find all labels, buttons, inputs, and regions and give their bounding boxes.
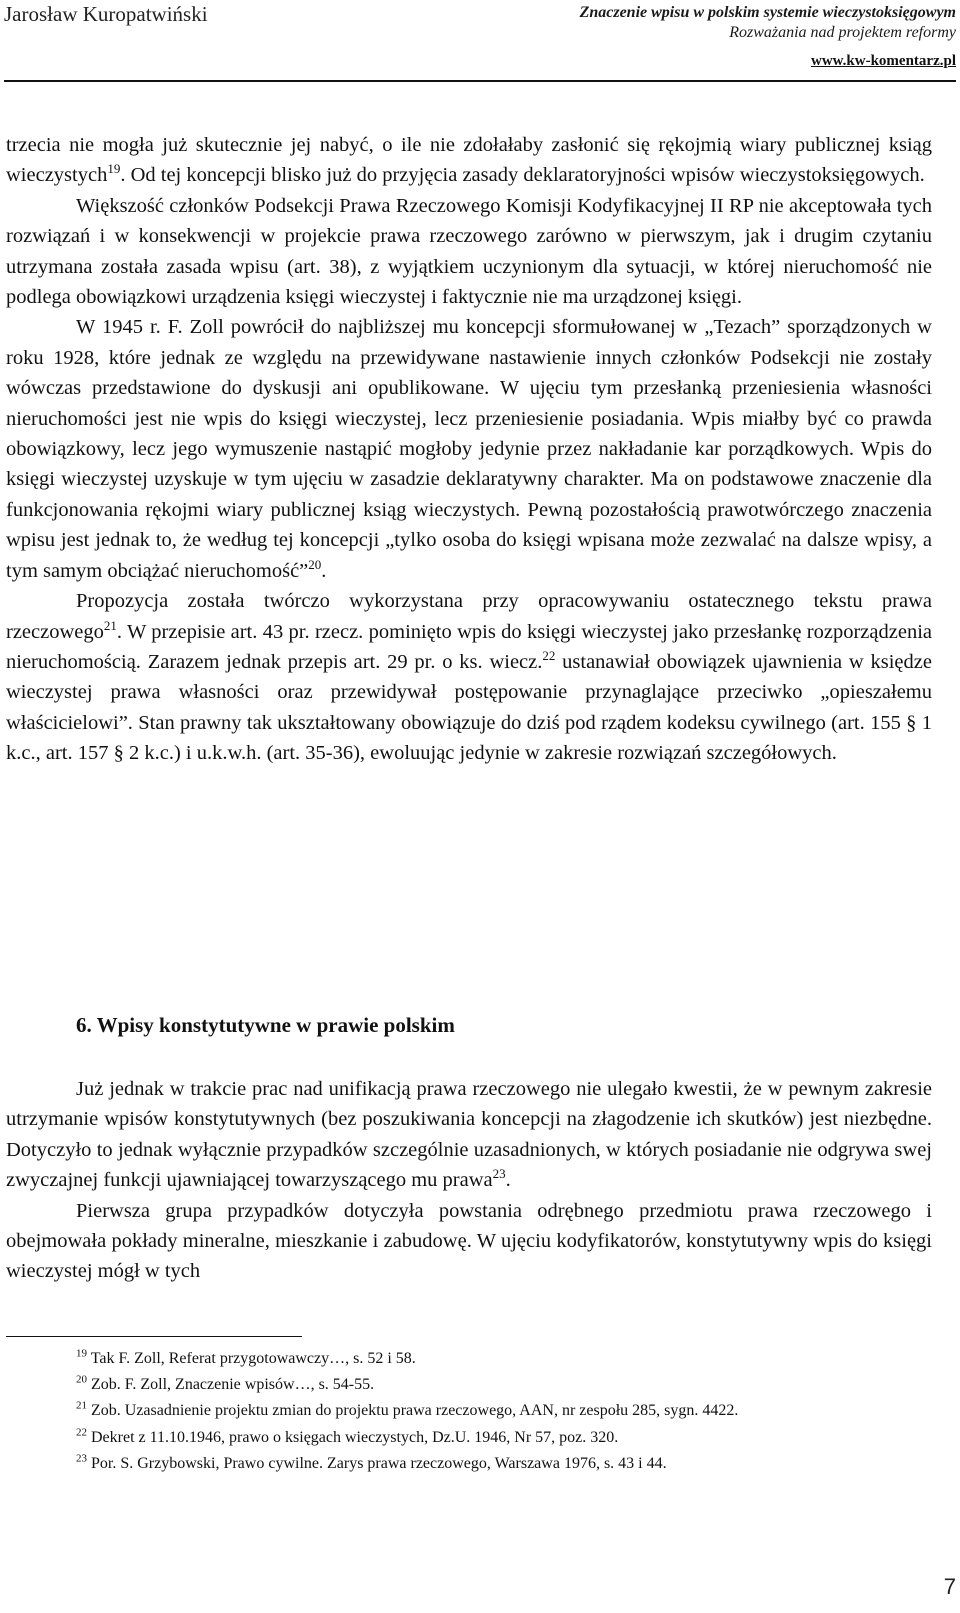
paragraph-text: . [505, 1169, 511, 1192]
paragraph-4 [6, 586, 932, 768]
page-number: 7 [943, 1574, 956, 1599]
footnote-ref-22[interactable]: 22 [542, 648, 556, 664]
footnote-number: 22 [76, 1426, 87, 1439]
paragraph-text: . Od tej koncepcji blisko już do przyjęcia zasady deklaratoryjności wpisów wieczystoksięgowych. [120, 164, 925, 187]
footnote-ref-21[interactable]: 21 [103, 617, 117, 633]
footnote-21 [6, 1398, 932, 1424]
footnotes [6, 1346, 932, 1477]
paragraph-5 [6, 1074, 932, 1196]
header-right-block [580, 3, 956, 71]
section-text [6, 1074, 932, 1287]
section-heading: 6. Wpisy konstytutywne w prawie polskim [76, 1013, 455, 1037]
header-subtitle: Rozważania nad projektem reformy [729, 24, 956, 41]
footnote-number: 21 [76, 1400, 87, 1413]
paragraph-1 [6, 130, 932, 191]
footnote-number: 23 [76, 1452, 87, 1465]
main-text [6, 130, 932, 769]
footnote-number: 19 [76, 1347, 87, 1360]
header-url-link[interactable]: www.kw-komentarz.pl [811, 53, 956, 69]
footnote-20 [6, 1372, 932, 1398]
footnote-22 [6, 1425, 932, 1451]
paragraph-text: . W przepisie art. 43 pr. rzecz. pominięto wpis do księgi wieczystej jako przesłankę rozporządzenia nieruchomością. Zarazem jednak przepis art. 29 pr. o ks. wiecz. [6, 620, 932, 673]
paragraph-text: ustanawiał obowiązek ujawnienia w księdze wieczystej prawa własności oraz przewidywał postępowanie przynaglające przeciwko „opieszałemu właścicielowi”. Stan prawny tak ukształtowany obowiązuje do dziś pod rządem kodeksu cywilnego (art. 155 § 1 k.c., art. 157 § 2 k.c.) i u.k.w.h. (art. 35-36), ewoluując jedynie w zakresie rozwiązań szczegółowych. [6, 650, 932, 765]
footnote-text: Tak F. Zoll, Referat przygotowawczy…, s. 52 i 58. [90, 1350, 416, 1367]
footnote-text: Dekret z 11.10.1946, prawo o księgach wieczystych, Dz.U. 1946, Nr 57, poz. 320. [91, 1428, 619, 1446]
paragraph-text: W 1945 r. F. Zoll powrócił do najbliższej mu koncepcji sformułowanej w „Tezach” sporządzonych w roku 1928, które jednak ze względu na przewidywane nastawienie innych członków Podsekcji nie zostały wówczas przedstawione do dyskusji ani opublikowane. W ujęciu tym przesłanką przeniesienia własności nieruchomości jest nie wpis do księgi wieczystej, lecz przeniesienie posiadania. Wpis miałby być co prawda obowiązkowy, lecz jego wymuszenie nastąpić mogłoby jedynie przez nakładanie kar porządkowych. Wpis do księgi wieczystej uzyskuje w tym ujęciu w zasadzie deklaratywny charakter. Ma on podstawowe znaczenie dla funkcjonowania rękojmi wiary publicznej ksiąg wieczystych. Pewną pozostałością prawotwórczego znaczenia wpisu jest jednak to, że według tej koncepcji „tylko osoba do księgi wpisana może zezwalać na dalsze wpisy, a tym samym obciążać nieruchomość” [6, 316, 932, 582]
paragraph-3 [6, 312, 932, 586]
paragraph-6: Pierwsza grupa przypadków dotyczyła powstania odrębnego przedmiotu prawa rzeczowego i obejmowała pokłady mineralne, mieszkanie i zabudowę. W ujęciu kodyfikatorów, konstytutywny wpis do księgi wieczystej mógł w tych [6, 1199, 932, 1283]
paragraph-text: trzecia nie mogła już skutecznie jej nabyć, o ile nie zdołałaby zasłonić się rękojmią wiary publicznej ksiąg wieczystych [6, 134, 932, 187]
footnote-ref-23[interactable]: 23 [492, 1166, 506, 1182]
footnote-divider [6, 1336, 302, 1337]
paragraph-text: Już jednak w trakcie prac nad unifikacją prawa rzeczowego nie ulegało kwestii, że w pewnym zakresie utrzymanie wpisów konstytutywnych (bez poszukiwania koncepcji na złagodzenie ich skutków) jest niezbędne. Dotyczyło to jednak wyłącznie przypadków szczególnie uzasadnionych, w których posiadanie nie odgrywa swej zwyczajnej funkcji ujawniającej towarzyszącego mu prawa [6, 1078, 932, 1192]
paragraph-text: . [321, 559, 327, 582]
footnote-19 [6, 1346, 932, 1372]
header-title: Znaczenie wpisu w polskim systemie wieczystoksięgowym [579, 4, 956, 21]
footnote-ref-19[interactable]: 19 [107, 161, 121, 177]
paragraph-2: Większość członków Podsekcji Prawa Rzeczowego Komisji Kodyfikacyjnej II RP nie akceptowała tych rozwiązań i w konsekwencji w projekcie prawa rzeczowego zarówno w pierwszym, jak i drugim czytaniu utrzymana została zasada wpisu (art. 38), z wyjątkiem uczynionym dla sytuacji, w której nieruchomość nie podlega obowiązkowi urządzenia księgi wieczystej i faktycznie nie ma urządzonej księgi. [6, 194, 932, 309]
footnote-number: 20 [76, 1373, 87, 1386]
footnote-23 [6, 1451, 932, 1477]
footnote-ref-20[interactable]: 20 [308, 556, 322, 572]
header-author: Jarosław Kuropatwiński [4, 2, 208, 26]
footnote-text: Zob. Uzasadnienie projektu zmian do projektu prawa rzeczowego, AAN, nr zespołu 285, sygn. 4422. [91, 1402, 739, 1420]
header-divider [4, 80, 956, 82]
paragraph-text: Propozycja została twórczo wykorzystana przy opracowywaniu ostatecznego tekstu prawa rzeczowego [6, 590, 932, 643]
footnote-text: Zob. F. Zoll, Znaczenie wpisów…, s. 54-55. [91, 1376, 375, 1394]
footnote-text: Por. S. Grzybowski, Prawo cywilne. Zarys prawa rzeczowego, Warszawa 1976, s. 43 i 44. [91, 1454, 667, 1472]
